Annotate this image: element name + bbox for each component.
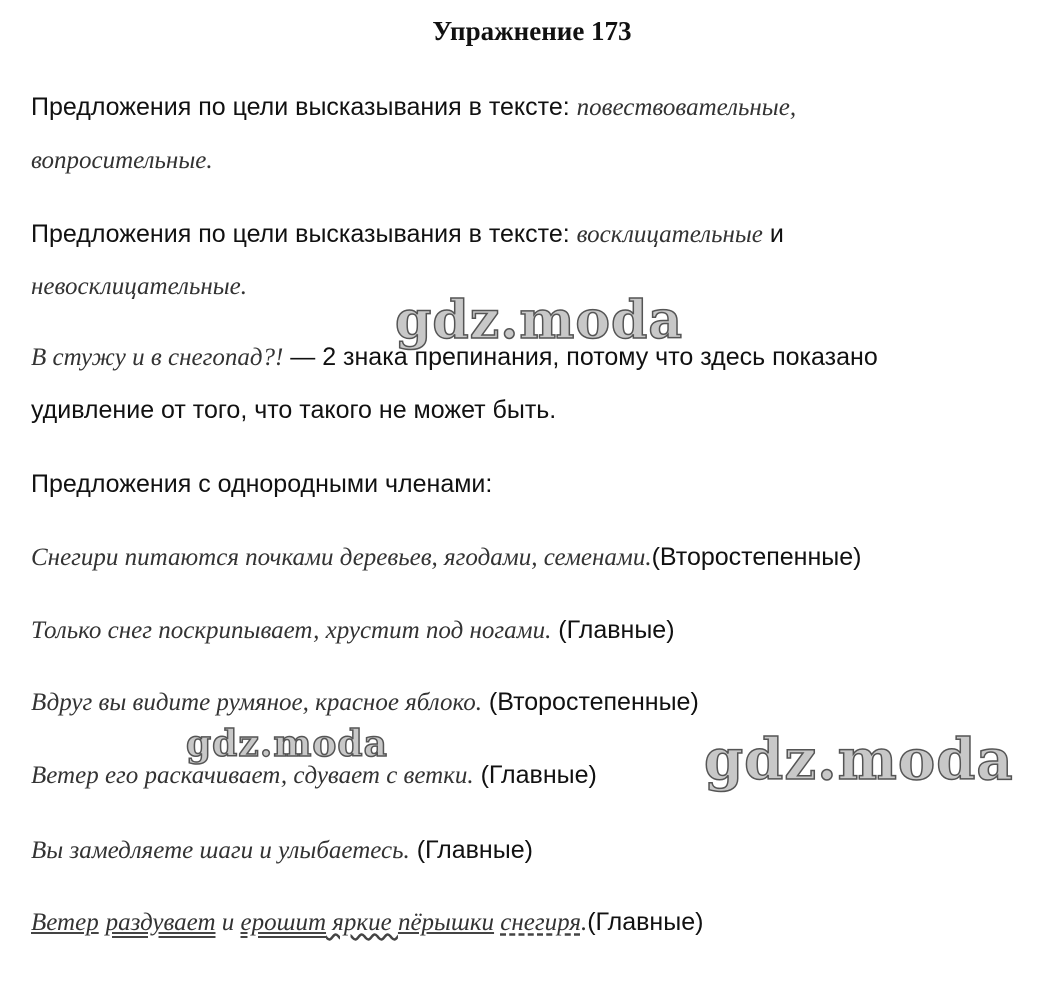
line-italic: восклицательные [576, 221, 763, 248]
text-line-9 [31, 618, 675, 643]
line-tail: и [762, 220, 784, 248]
text-line-2 [31, 148, 213, 173]
line-italic: повествовательные, [576, 94, 797, 121]
watermark-logo: gdz.moda [186, 723, 388, 765]
text-line-7 [31, 472, 492, 497]
line-tail: — 2 знака препинания, потому что здесь показано [283, 343, 878, 371]
line-italic: невосклицательные. [31, 273, 248, 300]
line-plain: Предложения по цели высказывания в тексте: [31, 93, 577, 121]
predicate-word: раздувает [105, 909, 216, 936]
line-italic: Снегири питаются почками деревьев, ягодами, семенами. [31, 544, 652, 571]
text-line-10 [31, 690, 699, 715]
line-plain: Предложения с однородными членами: [31, 470, 493, 498]
text-line-3 [31, 222, 784, 247]
text-line-12 [31, 838, 533, 863]
line-plain: удивление от того, что такого не может быть. [31, 396, 557, 424]
watermark-logo: gdz.moda [395, 290, 684, 351]
text-line-4 [31, 274, 247, 299]
line-italic: В стужу и в снегопад?! [31, 344, 284, 371]
text-line-11 [31, 763, 597, 788]
predicate-word: ерошит [240, 909, 327, 936]
attribute-word: яркие [326, 909, 398, 936]
line-tail: (Главные) [473, 761, 597, 789]
page-title: Упражнение 173 [432, 16, 632, 46]
line-tail: (Главные) [587, 908, 704, 936]
line-tail: (Главные) [551, 616, 675, 644]
line-tail: (Второстепенные) [651, 543, 862, 571]
line-italic: Только снег поскрипывает, хрустит под ногами. [31, 617, 552, 644]
line-italic: Вы замедляете шаги и улыбаетесь. [31, 837, 410, 864]
line-tail: (Главные) [409, 836, 533, 864]
line-italic: вопросительные. [31, 147, 213, 174]
object-word: снегиря [500, 909, 581, 936]
line-tail: (Второстепенные) [481, 688, 699, 716]
text-line-8 [31, 545, 862, 570]
conjunction-word: и [215, 909, 241, 936]
watermark-logo: gdz.moda [704, 727, 1014, 793]
line-italic: Ветер его раскачивает, сдувает с ветки. [31, 762, 474, 789]
line-plain: Предложения по цели высказывания в тексте: [31, 220, 577, 248]
period: . [580, 909, 588, 936]
text-line-6 [31, 398, 556, 423]
object-word: пёрышки [397, 909, 495, 936]
text-line-13 [31, 910, 703, 935]
line-italic: Вдруг вы видите румяное, красное яблоко. [31, 689, 482, 716]
text-line-1 [31, 95, 796, 120]
subject-word: Ветер [31, 909, 99, 936]
